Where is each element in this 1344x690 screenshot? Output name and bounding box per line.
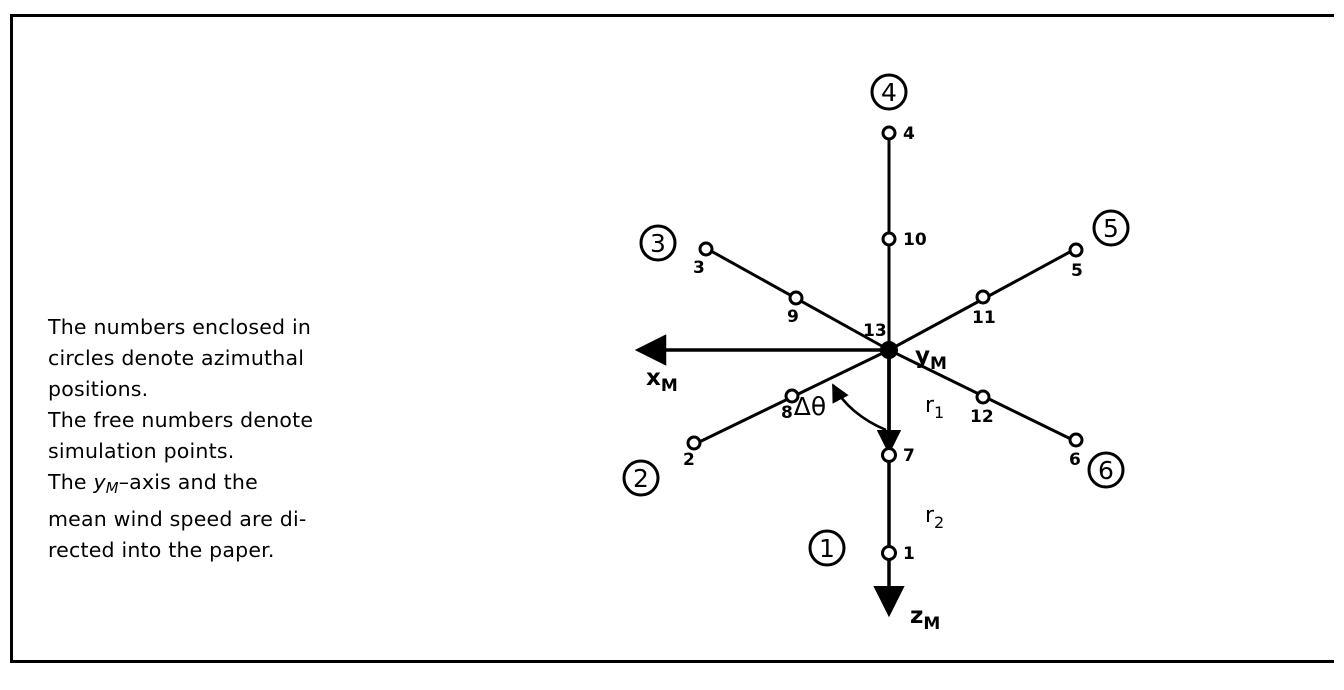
caption-line-1: The numbers enclosed in [48,315,312,339]
caption-line-3: positions. [48,377,149,401]
z-axis-label: $z_M$ [910,603,941,634]
delta-theta-arc [833,385,886,430]
caption-line-4: The free numbers denote [48,408,314,432]
sim-point-6 [1070,434,1082,446]
sim-label-9: 9 [787,307,799,327]
sim-point-3 [700,243,712,255]
sim-label-8: 8 [781,403,793,423]
r1-label: $r_1$ [925,393,945,422]
hub-marker [880,341,898,359]
y-axis-label: $y_M$ [915,343,947,374]
caption-line-6-pre: The [48,470,94,494]
sim-label-12: 12 [970,407,994,427]
sim-label-10: 10 [903,230,927,250]
sim-label-13: 13 [863,321,887,341]
delta-theta-label: Δθ [793,392,827,421]
sim-label-3: 3 [693,258,705,278]
sim-label-6: 6 [1069,450,1081,470]
sim-point-7 [883,449,896,462]
azimuth-label-1: 1 [819,534,835,563]
sim-point-2 [688,437,700,449]
sim-label-1: 1 [903,544,915,564]
sim-label-5: 5 [1071,261,1083,281]
sim-point-1 [883,547,896,560]
sim-point-5 [1070,244,1082,256]
sim-point-12 [977,391,989,403]
caption-line-7: mean wind speed are di- [48,507,307,532]
caption-line-2: circles denote azimuthal [48,346,305,370]
sim-point-11 [977,291,989,303]
sim-label-2: 2 [683,450,695,470]
caption-line-8: rected into the paper. [48,538,275,563]
azimuth-label-3: 3 [650,229,666,258]
sim-point-10 [883,233,895,245]
azimuth-label-4: 4 [881,78,897,107]
radius-labels [925,393,944,532]
r2-label: $r_2$ [925,503,945,532]
azimuth-label-5: 5 [1103,214,1119,243]
caption-symbol-y: y [93,470,106,494]
azimuthal-position-markers [624,75,1128,565]
delta-theta-indicator [833,385,886,430]
caption-line-6-post: –axis and the [118,470,258,494]
axis-labels [646,343,947,634]
sim-label-4: 4 [903,124,915,144]
x-axis-label: $x_M$ [646,365,678,396]
sim-point-9 [790,292,802,304]
caption-symbol-y-subscript: M [105,480,119,498]
azimuth-label-2: 2 [633,464,649,493]
hub-point [880,341,898,359]
caption-line-5: simulation points. [48,439,235,463]
spoke-lines [691,130,1079,446]
sim-point-4 [883,127,895,139]
sim-label-7: 7 [903,446,915,466]
azimuth-label-6: 6 [1098,456,1114,485]
sim-label-11: 11 [972,308,996,328]
